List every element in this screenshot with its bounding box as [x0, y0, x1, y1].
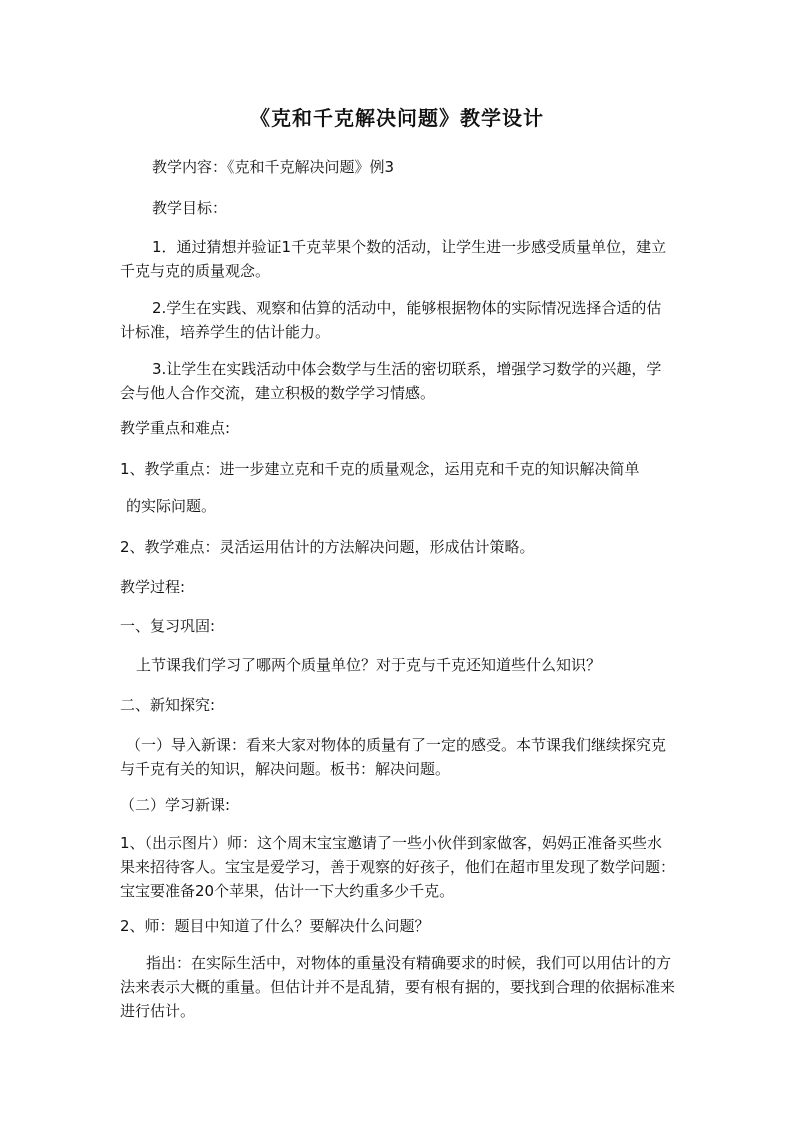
goal-1: 1．通过猜想并验证1千克苹果个数的活动，让学生进一步感受质量单位，建立千克与克的质量观念。: [120, 238, 667, 280]
teacher-step-2: 2、师：题目中知道了什么？要解决什么问题？: [120, 917, 430, 935]
teacher-point-out: 指出：在实际生活中，对物体的重量没有精确要求的时候，我们可以用估计的方法来表示大概的重量。但估计并不是乱猜，要有根有据的，要找到合理的依据标准来进行估计。: [120, 954, 676, 1020]
teacher-step-1: 1、（出示图片）师：这个周末宝宝邀请了一些小伙伴到家做客，妈妈正准备买些水果来招待客人。宝宝是爱学习，善于观察的好孩子，他们在超市里发现了数学问题：宝宝要准备20个苹果，估计一下大约重多少千克。: [120, 834, 676, 900]
review-question: 上节课我们学习了哪两个质量单位？对于克与千克还知道些什么知识？: [136, 656, 602, 674]
teaching-process-heading: 教学过程:: [120, 578, 186, 596]
goal-3: 3.让学生在实践活动中体会数学与生活的密切联系，增强学习数学的兴趣，学会与他人合作交流，建立积极的数学学习情感。: [120, 360, 662, 402]
key-points-heading: 教学重点和难点:: [120, 419, 231, 437]
section-review-heading: 一、复习巩固:: [120, 617, 216, 635]
teaching-goals-heading: 教学目标：: [152, 199, 228, 217]
teaching-content-line: 教学内容：《克和千克解决问题》例3: [152, 158, 395, 176]
learn-new-lesson-heading: （二）学习新课:: [120, 796, 231, 814]
key-point-line: 1、教学重点：进一步建立克和千克的质量观念，运用克和千克的知识解决简单: [120, 460, 640, 478]
document-title: 《克和千克解决问题》教学设计: [250, 106, 544, 130]
difficult-point-line: 2、教学难点：灵活运用估计的方法解决问题，形成估计策略。: [120, 538, 535, 556]
new-lesson-intro: （一）导入新课：看来大家对物体的质量有了一定的感受。本节课我们继续探究克与千克有关的知识，解决问题。板书：解决问题。: [120, 736, 667, 778]
goal-2: 2.学生在实践、观察和估算的活动中，能够根据物体的实际情况选择合适的估计标准，培养学生的估计能力。: [120, 299, 662, 341]
key-point-line-continued: 的实际问题。: [126, 497, 217, 515]
section-new-knowledge-heading: 二、新知探究:: [120, 696, 216, 714]
